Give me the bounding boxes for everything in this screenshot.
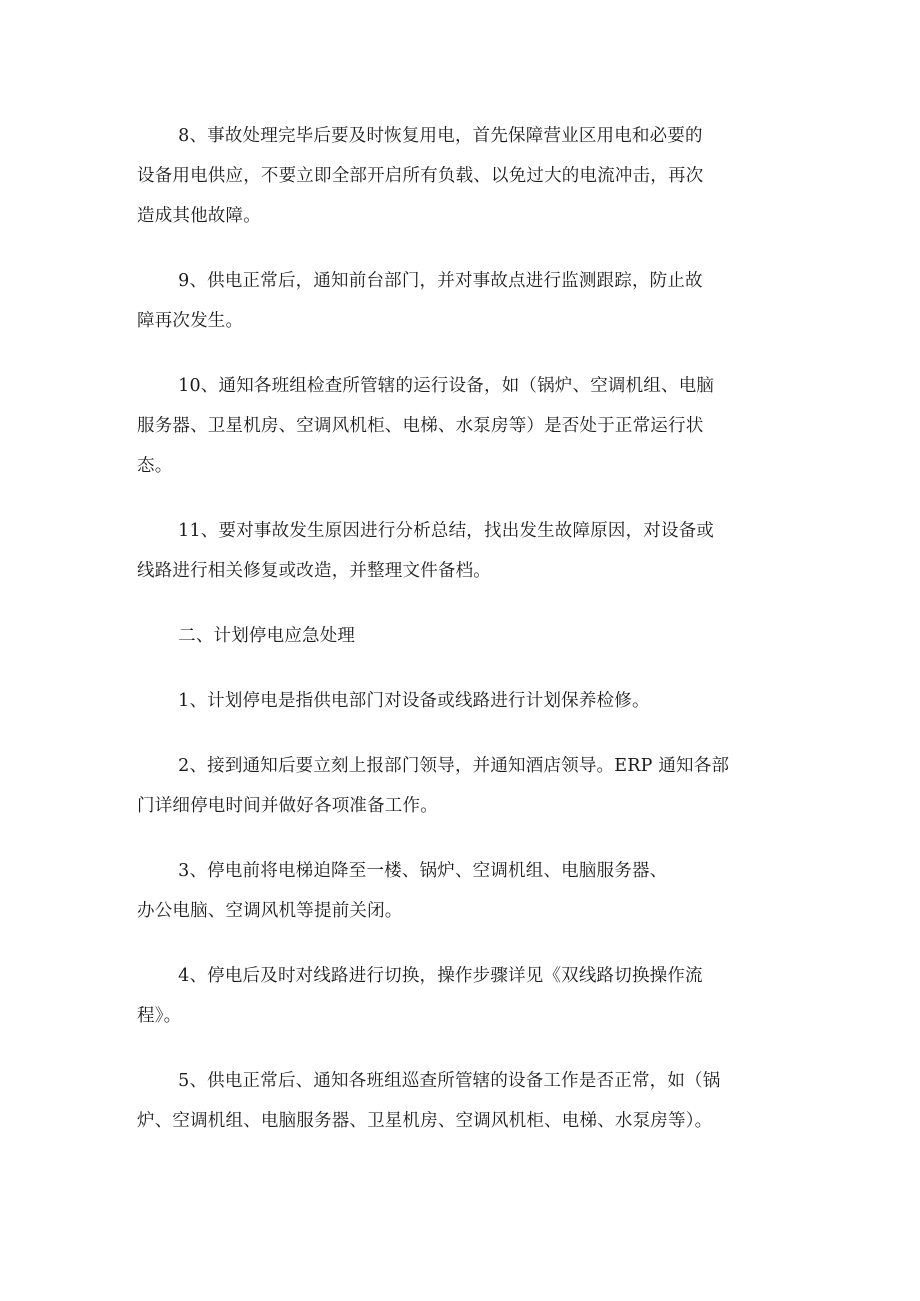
paragraph-item-10 (137, 366, 791, 486)
paragraph-item-9 (137, 261, 791, 341)
paragraph-line: 4、停电后及时对线路进行切换，操作步骤详见《双线路切换操作流 (178, 966, 703, 986)
paragraph-planned-3 (137, 851, 791, 931)
paragraph-line: 障再次发生。 (137, 311, 244, 331)
paragraph-line: 2、接到通知后要立刻上报部门领导，并通知酒店领导。ERP 通知各部 (178, 756, 730, 776)
paragraph-line: 门详细停电时间并做好各项准备工作。 (137, 796, 438, 816)
paragraph-planned-4 (137, 956, 791, 1036)
paragraph-item-11 (137, 511, 791, 591)
paragraph-line: 3、停电前将电梯迫降至一楼、锅炉、空调机组、电脑服务器、 (178, 861, 668, 881)
paragraph-line: 8、事故处理完毕后要及时恢复用电，首先保障营业区用电和必要的 (178, 126, 703, 146)
paragraph-line: 10、通知各班组检查所管辖的运行设备，如（锅炉、空调机组、电脑 (178, 376, 715, 396)
paragraph-planned-2 (137, 746, 791, 826)
paragraph-line: 程》。 (137, 1006, 182, 1026)
paragraph-line: 9、供电正常后，通知前台部门，并对事故点进行监测跟踪，防止故 (178, 271, 703, 291)
document-body (137, 116, 791, 1166)
section-heading-text: 二、计划停电应急处理 (178, 626, 356, 646)
section-heading (137, 616, 791, 656)
paragraph-line: 态。 (137, 456, 173, 476)
paragraph-line: 炉、空调机组、电脑服务器、卫星机房、空调风机柜、电梯、水泵房等）。 (137, 1111, 713, 1131)
paragraph-planned-1 (137, 681, 791, 721)
paragraph-item-8 (137, 116, 791, 236)
paragraph-line: 造成其他故障。 (137, 206, 261, 226)
paragraph-line: 1、计划停电是指供电部门对设备或线路进行计划保养检修。 (178, 691, 650, 711)
paragraph-line: 线路进行相关修复或改造，并整理文件备档。 (137, 561, 491, 581)
paragraph-line: 11、要对事故发生原因进行分析总结，找出发生故障原因，对设备或 (178, 521, 715, 541)
paragraph-line: 设备用电供应，不要立即全部开启所有负载、以免过大的电流冲击，再次 (137, 166, 704, 186)
paragraph-line: 办公电脑、空调风机等提前关闭。 (137, 901, 403, 921)
paragraph-line: 服务器、卫星机房、空调风机柜、电梯、水泵房等）是否处于正常运行状 (137, 416, 704, 436)
paragraph-planned-5 (137, 1061, 791, 1141)
paragraph-line: 5、供电正常后、通知各班组巡查所管辖的设备工作是否正常，如（锅 (178, 1071, 721, 1091)
